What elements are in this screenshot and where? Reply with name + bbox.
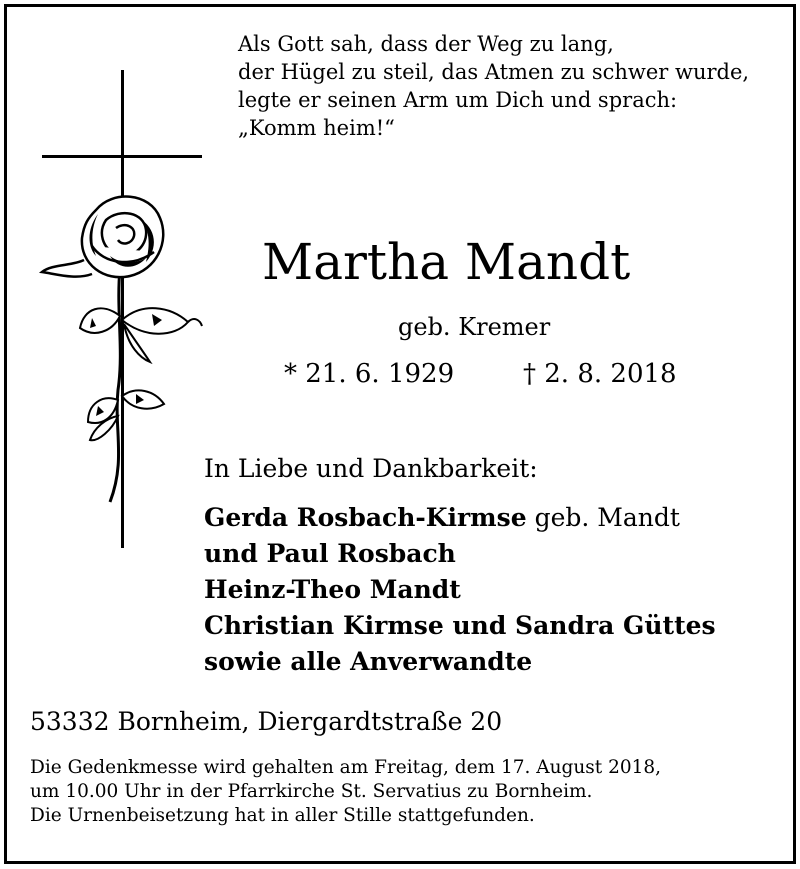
- mourner-line: und Paul Rosbach: [204, 539, 456, 568]
- notice-line: um 10.00 Uhr in der Pfarrkirche St. Servatius zu Bornheim.: [30, 781, 593, 802]
- mourner-line: [204, 500, 716, 536]
- poem-line: Als Gott sah, dass der Weg zu lang,: [238, 32, 614, 56]
- mourner-name: Gerda Rosbach-Kirmse: [204, 503, 527, 532]
- birth-date: * 21. 6. 1929: [284, 359, 455, 389]
- poem-line: „Komm heim!“: [238, 116, 395, 140]
- rose-icon: [32, 190, 212, 510]
- death-date: † 2. 8. 2018: [523, 359, 677, 389]
- notice-line: Die Urnenbeisetzung hat in aller Stille stattgefunden.: [30, 805, 535, 826]
- mourner-line: Christian Kirmse und Sandra Güttes: [204, 611, 716, 640]
- notice-line: Die Gedenkmesse wird gehalten am Freitag, dem 17. August 2018,: [30, 757, 662, 778]
- mourner-line: Heinz-Theo Mandt: [204, 575, 461, 604]
- address: 53332 Bornheim, Diergardtstraße 20: [30, 707, 503, 736]
- mourner-nee: geb. Mandt: [526, 503, 680, 532]
- poem: [238, 30, 749, 142]
- thanks-line: In Liebe und Dankbarkeit:: [204, 454, 538, 483]
- mourners-list: [204, 500, 716, 680]
- deceased-name: Martha Mandt: [262, 233, 631, 291]
- service-notice: [30, 756, 661, 828]
- mourner-line: sowie alle Anverwandte: [204, 647, 533, 676]
- poem-line: legte er seinen Arm um Dich und sprach:: [238, 88, 678, 112]
- maiden-name: geb. Kremer: [398, 313, 551, 341]
- poem-line: der Hügel zu steil, das Atmen zu schwer wurde,: [238, 60, 750, 84]
